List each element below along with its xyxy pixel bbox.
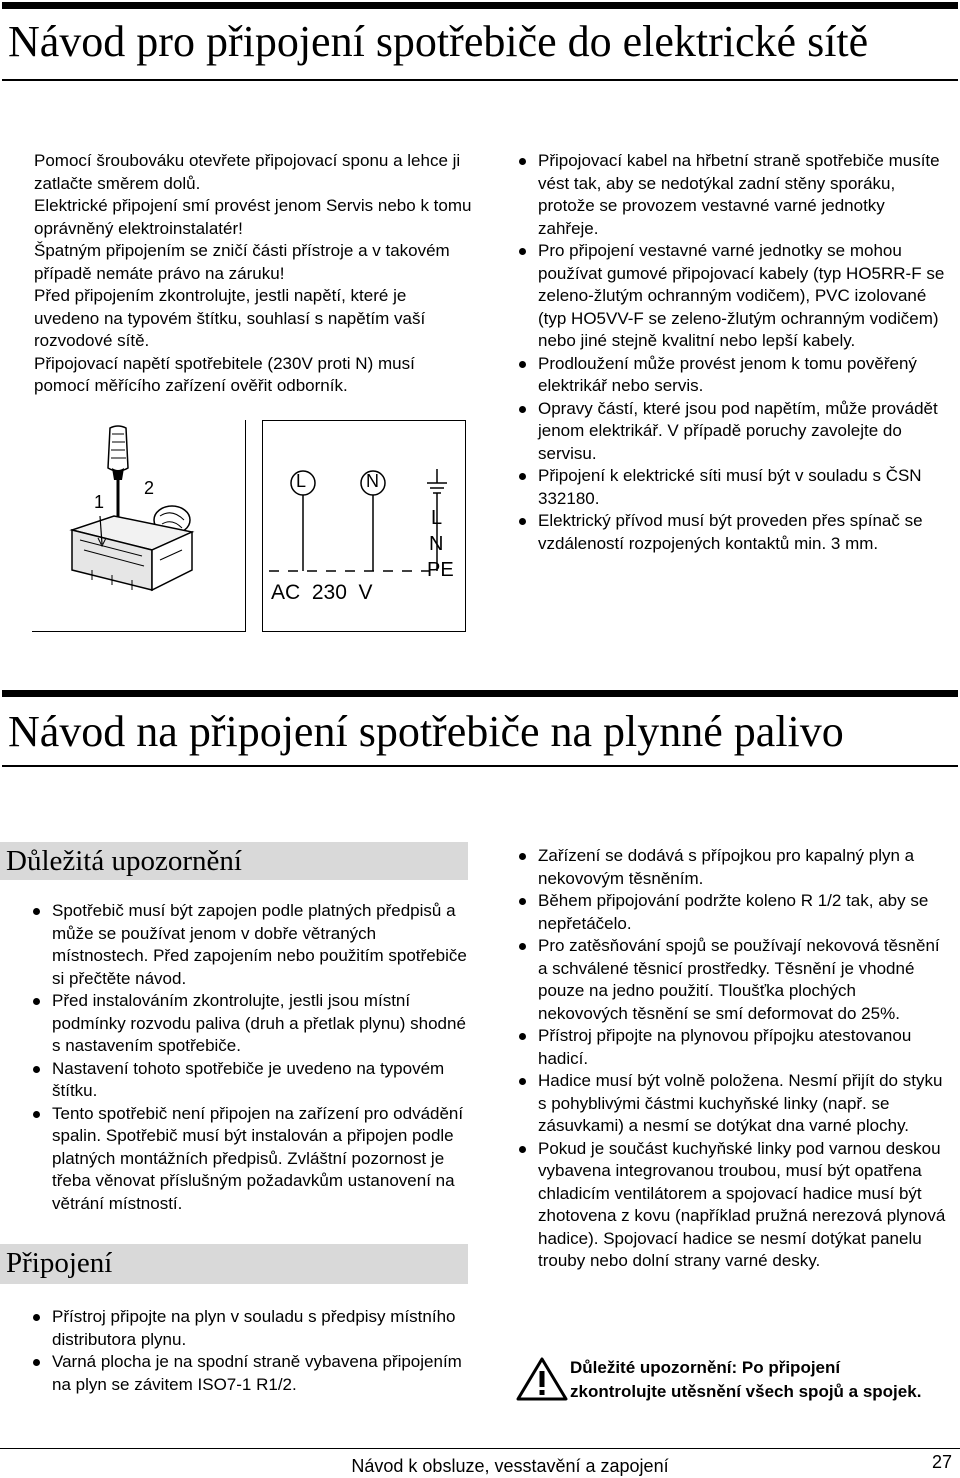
heading-rule (2, 690, 958, 697)
legend-l: L (431, 507, 443, 529)
bullet-icon (519, 473, 526, 480)
paragraph: Připojovací napětí spotřebitele (230V proti N) musí pomocí měřícího zařízení ověřit odborník. (34, 353, 415, 395)
list-item: Pokud je součást kuchyňské linky pod varnou deskou vybavena integrovanou troubou, musí být opatřena chladicím ventilátorem a spojovací hadice musí být zhotovena z kovu (například pružná nerezová plynová hadice). Spojovací hadice se nesmí dotýkat panelu trouby nebo dolní strany varné desky. (516, 1138, 946, 1273)
bullet-icon (33, 1066, 40, 1073)
paragraph: Špatným připojením se zničí části přístroje a v takovém případě nemáte právo na záruku! (34, 241, 450, 283)
footer-text: Návod k obsluze, vesstavění a zapojení (351, 1456, 669, 1476)
bullet-icon (519, 1033, 526, 1040)
list-item: Prodloužení může provést jenom k tomu pověřený elektrikář nebo servis. (516, 353, 946, 398)
bullet-icon (519, 361, 526, 368)
list-item: Pro připojení vestavné varné jednotky se mohou používat gumové připojovací kabely (typ HO5RR-F se zeleno-žlutým ochranným vodičem), PVC izolované (typ HO5VV-F se zeleno-žlutým ochranným vodičem) nebo jiné stejně kvalitní nebo lepší kabely. (516, 240, 946, 353)
paragraph: Pomocí šroubováku otevřete připojovací sponu a lehce ji zatlačte směrem dolů. (34, 151, 461, 193)
bullet-icon (519, 1146, 526, 1153)
bullet-icon (519, 406, 526, 413)
bullet-icon (33, 1314, 40, 1321)
diagram-label-1: 1 (94, 492, 105, 512)
list-item: Během připojování podržte koleno R 1/2 tak, aby se nepřetáčelo. (516, 890, 946, 935)
list-item: Varná plocha je na spodní straně vybavena připojením na plyn se závitem ISO7-1 R1/2. (30, 1351, 470, 1396)
bullet-icon (519, 853, 526, 860)
footer-rule (0, 1448, 960, 1449)
list-item: Připojovací kabel na hřbetní straně spotřebiče musíte vést tak, aby se nedotýkal zadní stěny sporáku, protože se provozem vestavné varné jednotky zahřeje. (516, 150, 946, 240)
bullet-icon (519, 1078, 526, 1085)
connection-list (30, 1306, 470, 1396)
bullet-icon (519, 248, 526, 255)
terminal-l-label: L (296, 471, 307, 491)
section1-title: Návod pro připojení spotřebiče do elektrické sítě (8, 17, 869, 66)
bullet-icon (33, 1359, 40, 1366)
heading-underline (2, 79, 958, 81)
list-item: Tento spotřebič není připojen na zařízení pro odvádění spalin. Spotřebič musí být instalován a připojen podle platných montážních předpisů. Zvláštní pozornost je třeba věnovat příslušným požadavkům ustanovení na větrání místností. (30, 1103, 470, 1216)
section1-right-list (516, 150, 946, 555)
legend-pe: PE (427, 559, 454, 581)
wiring-diagram (262, 420, 466, 632)
important-notes-heading: Důležitá upozornění (0, 842, 468, 880)
list-item: Hadice musí být volně položena. Nesmí přijít do styku s pohyblivými částmi kuchyňské linky (např. se zásuvkami) a nesmí se dotýkat dna varné plochy. (516, 1070, 946, 1138)
bullet-icon (519, 518, 526, 525)
bullet-icon (519, 898, 526, 905)
list-item: Přístroj připojte na plynovou přípojku atestovanou hadicí. (516, 1025, 946, 1070)
screwdriver-icon (32, 420, 246, 632)
page-number: 27 (931, 1452, 952, 1472)
section2-heading-block (0, 690, 960, 767)
connection-heading: Připojení (0, 1244, 468, 1284)
list-item: Před instalováním zkontrolujte, jestli jsou místní podmínky rozvodu paliva (druh a přetlak plynu) shodné s nastavením spotřebiče. (30, 990, 470, 1058)
list-item: Zařízení se dodává s přípojkou pro kapalný plyn a nekovovým těsněním. (516, 845, 946, 890)
section1-left-text (34, 150, 474, 398)
terminal-n-label: N (366, 471, 379, 491)
important-notes-list (30, 900, 470, 1215)
warning-icon (516, 1356, 576, 1406)
bullet-icon (33, 1111, 40, 1118)
list-item: Spotřebič musí být zapojen podle platných předpisů a může se používat jenom v dobře větraných místnostech. Před zapojením nebo použitím spotřebiče si přečtěte návod. (30, 900, 470, 990)
list-item: Připojení k elektrické síti musí být v souladu s ČSN 332180. (516, 465, 946, 510)
section2-right-list (516, 845, 946, 1273)
legend-n: N (429, 533, 444, 555)
paragraph: Elektrické připojení smí provést jenom Servis nebo k tomu oprávněný elektroinstalatér! (34, 196, 472, 238)
list-item: Elektrický přívod musí být proveden přes spínač se vzdáleností rozpojených kontaktů min. 3 mm. (516, 510, 946, 555)
section2-title: Návod na připojení spotřebiče na plynné palivo (8, 707, 844, 756)
list-item: Opravy částí, které jsou pod napětím, může provádět jenom elektrikář. V případě poruchy zavolejte do servisu. (516, 398, 946, 466)
heading-rule (2, 2, 958, 9)
heading-underline (2, 765, 958, 767)
warning-text: Důležité upozornění: Po připojení zkontrolujte utěsnění všech spojů a spojek. (570, 1358, 922, 1401)
terminal-block-illustration (32, 420, 246, 632)
section1-heading-block (0, 2, 960, 81)
bullet-icon (519, 943, 526, 950)
paragraph: Před připojením zkontrolujte, jestli napětí, které je uvedeno na typovém štítku, souhlasí s napětím vaší rozvodové sítě. (34, 286, 426, 350)
list-item: Pro zatěsňování spojů se používají nekovová těsnění a schválené těsnicí prostředky. Těsnění je vhodné pouze na jedno použití. Tloušťka plochých nekovových těsnění se smí deformovat do 25%. (516, 935, 946, 1025)
list-item: Přístroj připojte na plyn v souladu s předpisy místního distributora plynu. (30, 1306, 470, 1351)
bullet-icon (519, 158, 526, 165)
bullet-icon (33, 908, 40, 915)
list-item: Nastavení tohoto spotřebiče je uvedeno na typovém štítku. (30, 1058, 470, 1103)
bullet-icon (33, 998, 40, 1005)
diagram-label-2: 2 (144, 478, 155, 498)
voltage-label: AC 230 V (271, 581, 373, 604)
